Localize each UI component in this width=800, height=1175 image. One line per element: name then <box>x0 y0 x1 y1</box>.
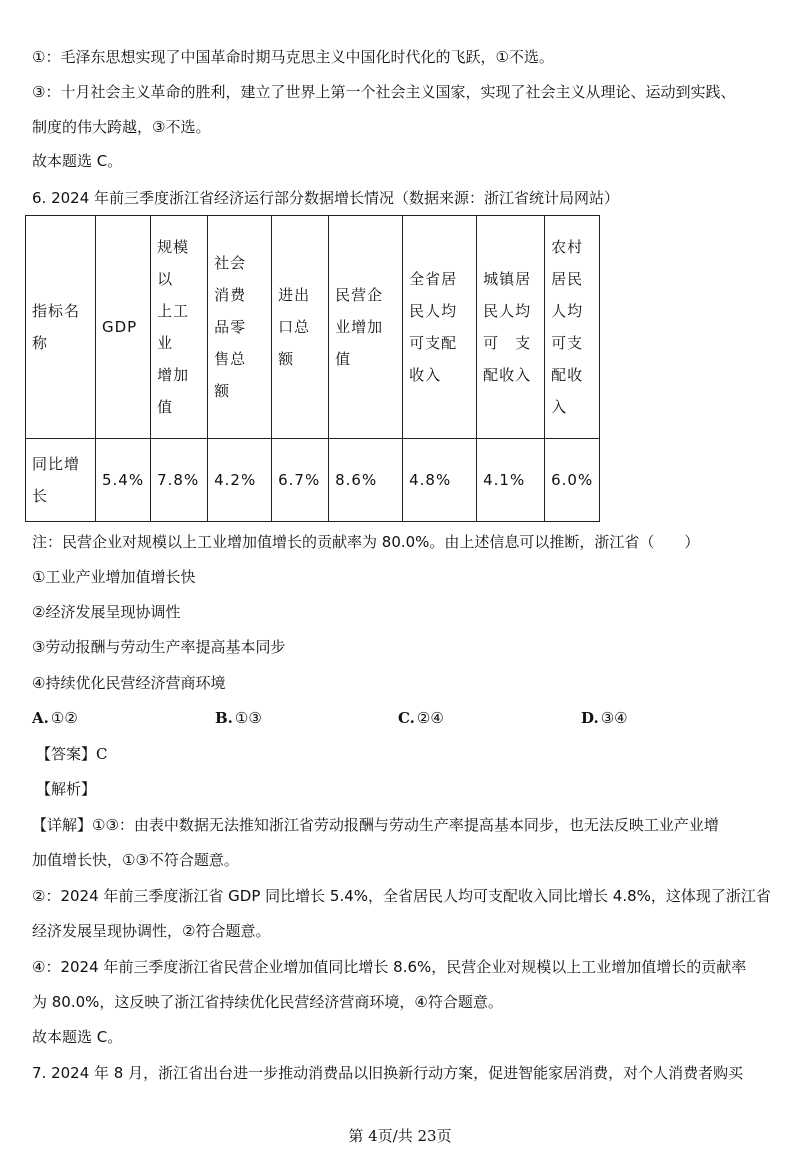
table-note: 注：民营企业对规模以上工业增加值增长的贡献率为 80.0%。由上述信息可以推断，浙江省（ ） <box>32 533 700 551</box>
table-header-row <box>26 216 600 439</box>
option-letter: D. <box>581 709 599 727</box>
table-row-label: 同比增 长 <box>26 439 96 522</box>
option-letter: A. <box>32 709 49 727</box>
table-header-cell: 全省居 民人均 可支配 收入 <box>403 216 477 439</box>
table-cell: 4.2% <box>208 439 272 522</box>
conclusion-line-2: 故本题选 C。 <box>32 1028 123 1046</box>
question-7-intro: 7. 2024 年 8 月，浙江省出台进一步推动消费品以旧换新行动方案，促进智能家居消费，对个人消费者购买 <box>32 1064 744 1082</box>
option-letter: C. <box>398 709 415 727</box>
analysis-line-3: 制度的伟大跨越，③不选。 <box>32 118 211 136</box>
table-cell: 6.7% <box>272 439 329 522</box>
table-header-cell: 农村 居民 人均 可支 配收 入 <box>545 216 600 439</box>
statement-4: ④持续优化民营经济营商环境 <box>32 674 226 692</box>
table-header-cell: 进出 口总 额 <box>272 216 329 439</box>
economic-data-table <box>25 215 600 522</box>
option-b <box>215 707 262 729</box>
option-text: ①③ <box>234 709 262 727</box>
table-header-cell: 城镇居 民人均 可 支 配收入 <box>477 216 545 439</box>
table-row <box>26 439 600 522</box>
table-header-cell: 民营企 业增加 值 <box>329 216 403 439</box>
option-c <box>398 707 444 729</box>
answer-label: 【答案】C <box>36 745 108 763</box>
table-header-cell: GDP <box>96 216 151 439</box>
table-cell: 8.6% <box>329 439 403 522</box>
statement-2: ②经济发展呈现协调性 <box>32 603 181 621</box>
table-cell: 7.8% <box>151 439 208 522</box>
statement-3: ③劳动报酬与劳动生产率提高基本同步 <box>32 638 286 656</box>
option-d <box>581 707 628 729</box>
analysis-label: 【解析】 <box>36 780 97 798</box>
statement-1: ①工业产业增加值增长快 <box>32 568 196 586</box>
option-text: ①② <box>50 709 78 727</box>
detail-line-3: ②：2024 年前三季度浙江省 GDP 同比增长 5.4%，全省居民人均可支配收入同比增长 4.8%，这体现了浙江省 <box>32 887 771 905</box>
table-header-cell: 指标名 称 <box>26 216 96 439</box>
table-cell: 4.1% <box>477 439 545 522</box>
detail-line-6: 为 80.0%，这反映了浙江省持续优化民营经济营商环境，④符合题意。 <box>32 993 503 1011</box>
detail-line-1: 【详解】①③：由表中数据无法推知浙江省劳动报酬与劳动生产率提高基本同步，也无法反映工业产业增 <box>32 816 719 834</box>
table-cell: 6.0% <box>545 439 600 522</box>
question-6-title: 6. 2024 年前三季度浙江省经济运行部分数据增长情况（数据来源：浙江省统计局网站） <box>32 189 620 207</box>
analysis-line-2: ③：十月社会主义革命的胜利，建立了世界上第一个社会主义国家，实现了社会主义从理论、运动到实践、 <box>32 83 736 101</box>
conclusion-line: 故本题选 C。 <box>32 152 123 170</box>
detail-line-2: 加值增长快，①③不符合题意。 <box>32 851 239 869</box>
detail-line-5: ④：2024 年前三季度浙江省民营企业增加值同比增长 8.6%，民营企业对规模以上工业增加值增长的贡献率 <box>32 958 747 976</box>
option-text: ③④ <box>600 709 628 727</box>
table-header-cell: 社会 消费 品零 售总 额 <box>208 216 272 439</box>
table-header-cell: 规模 以 上工 业 增加 值 <box>151 216 208 439</box>
table-cell: 4.8% <box>403 439 477 522</box>
option-text: ②④ <box>416 709 444 727</box>
option-letter: B. <box>215 709 233 727</box>
option-a <box>32 707 78 729</box>
page-footer: 第 4页/共 23页 <box>348 1127 452 1145</box>
analysis-line-1: ①：毛泽东思想实现了中国革命时期马克思主义中国化时代化的飞跃，①不选。 <box>32 48 554 66</box>
detail-line-4: 经济发展呈现协调性，②符合题意。 <box>32 922 271 940</box>
table-cell: 5.4% <box>96 439 151 522</box>
